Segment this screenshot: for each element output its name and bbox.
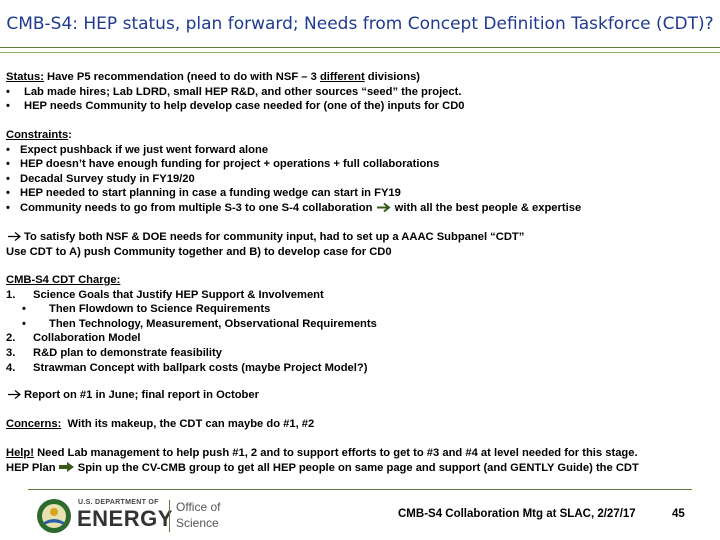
list-item: • Then Technology, Measurement, Observational Requirements: [22, 317, 377, 330]
list-item: • HEP doesn’t have enough funding for project + operations + full collaborations: [6, 158, 440, 171]
hep-plan-line: HEP Plan Spin up the CV-CMB group to get all HEP people on same page and support (and GENTLY Guide) the CDT: [6, 461, 639, 474]
constraints-heading: Constraints:: [6, 129, 72, 141]
help-block: [6, 446, 639, 475]
list-item: • Lab made hires; Lab LDRD, small HEP R&D, and other sources “seed” the project.: [6, 85, 462, 98]
status-block: [6, 70, 465, 114]
arrow-right-icon: [6, 231, 24, 242]
status-label: Status:: [6, 71, 44, 83]
list-item: 3. R&D plan to demonstrate feasibility: [6, 346, 222, 359]
list-item: • Decadal Survey study in FY19/20: [6, 172, 195, 185]
title-divider-secondary: [0, 52, 720, 53]
list-item: • Expect pushback if we just went forward alone: [6, 143, 269, 156]
list-item: 2. Collaboration Model: [6, 332, 141, 345]
doe-seal-icon: [36, 498, 72, 534]
charge-block: [6, 273, 377, 375]
arrow-right-icon: [59, 461, 75, 473]
footer-divider: [28, 489, 692, 490]
arrow-right-icon: [376, 202, 392, 213]
help-line: Help! Need Lab management to help push #1, 2 and to support efforts to get to #3 and #4 at level needed for this stage.: [6, 447, 638, 459]
concerns-line: Concerns: With its makeup, the CDT can maybe do #1, #2: [6, 418, 315, 430]
list-item: • HEP needs Community to help develop case needed for (one of the) inputs for CD0: [6, 100, 465, 113]
arrow-right-icon: [6, 389, 24, 400]
report-line: Report on #1 in June; final report in October: [6, 388, 259, 403]
charge-heading: CMB-S4 CDT Charge:: [6, 274, 121, 286]
doe-logo: U.S. DEPARTMENT OF ENERGY Office of Science: [36, 498, 236, 534]
status-line: Status: Have P5 recommendation (need to do with NSF – 3 different divisions): [6, 71, 421, 83]
list-item: 1. Science Goals that Justify HEP Support & Involvement: [6, 288, 324, 301]
footer-meeting: CMB-S4 Collaboration Mtg at SLAC, 2/27/17: [398, 508, 636, 520]
list-item: • Then Flowdown to Science Requirements: [22, 303, 271, 316]
satisfy-block: [6, 230, 524, 259]
satisfy-line: To satisfy both NSF & DOE needs for community input, had to set up a AAAC Subpanel “CDT”: [6, 230, 524, 245]
slide-title: CMB-S4: HEP status, plan forward; Needs from Concept Definition Taskforce (CDT)?: [6, 14, 714, 34]
page-number: 45: [672, 508, 685, 520]
list-item: • Community needs to go from multiple S-3 to one S-4 collaboration with all the best people & expertise: [6, 201, 582, 214]
constraints-block: [6, 128, 581, 216]
list-item: • HEP needed to start planning in case a funding wedge can start in FY19: [6, 187, 401, 200]
list-item: 4. Strawman Concept with ballpark costs (maybe Project Model?): [6, 361, 368, 374]
satisfy-line-2: Use CDT to A) push Community together and B) to develop case for CD0: [6, 245, 392, 258]
title-divider: [0, 47, 720, 48]
